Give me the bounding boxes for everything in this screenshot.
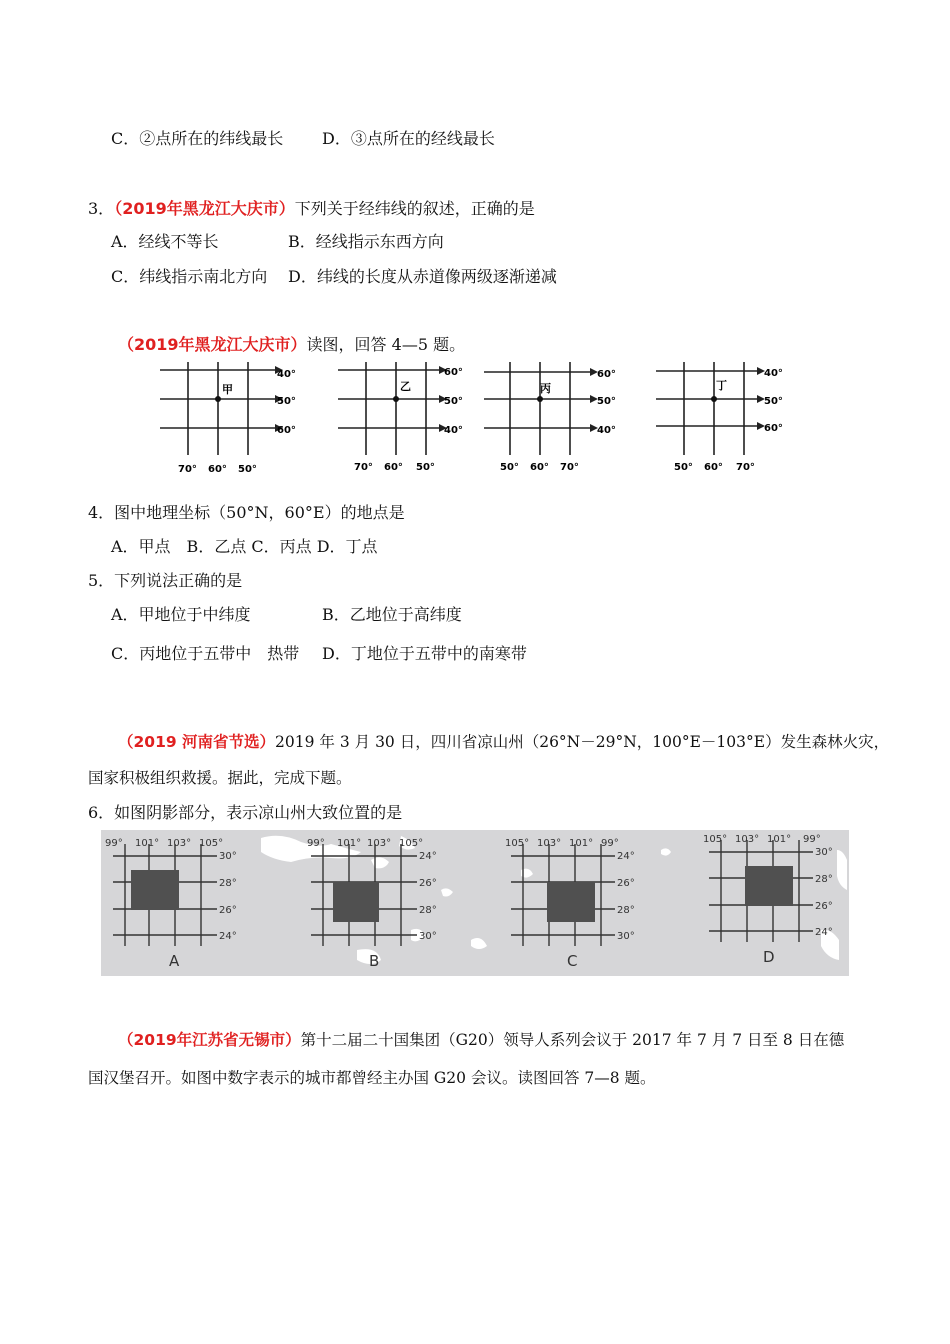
question-stem: 下列关于经纬线的叙述，正确的是	[294, 199, 535, 218]
lon-label: 103°	[735, 834, 760, 845]
point-label: 丙	[540, 382, 551, 395]
lon-label: 105°	[703, 834, 728, 845]
lon-label: 103°	[167, 838, 192, 849]
lon-label: 101°	[337, 838, 362, 849]
question-source: （2019 河南省节选）	[118, 733, 276, 751]
grid-figure-bing	[480, 360, 640, 478]
lat-label: 24°	[219, 931, 237, 942]
question-6-stem: 6．如图阴影部分，表示凉山州大致位置的是	[88, 803, 403, 822]
point-label: 乙	[400, 380, 411, 393]
question-5-stem: 5．下列说法正确的是	[88, 571, 243, 590]
lat-label: 30°	[815, 847, 833, 858]
q5-option-a: A．甲地位于中纬度	[111, 605, 251, 624]
lat-label: 26°	[617, 878, 635, 889]
map-a-shaded-region	[131, 870, 179, 910]
point-label: 甲	[222, 383, 233, 396]
lat-label: 60°	[764, 423, 783, 434]
lat-label: 26°	[219, 905, 237, 916]
lat-label: 60°	[444, 367, 463, 378]
question-source: （2019年黑龙江大庆市）	[114, 199, 295, 218]
lon-label: 101°	[569, 838, 594, 849]
q3-option-c: C．纬线指示南北方向	[111, 267, 268, 286]
lon-label: 60°	[704, 462, 723, 473]
map-d-shaded-region	[745, 866, 793, 906]
lon-label: 70°	[354, 462, 373, 473]
lat-label: 30°	[219, 851, 237, 862]
lon-label: 103°	[367, 838, 392, 849]
q3-option-d: D．纬线的长度从赤道像两级逐渐递减	[288, 267, 557, 286]
lon-label: 50°	[500, 462, 519, 473]
lon-label: 105°	[199, 838, 224, 849]
lon-label: 50°	[674, 462, 693, 473]
question-4-stem: 4．图中地理坐标（50°N，60°E）的地点是	[88, 503, 405, 522]
map-letter: D	[763, 948, 775, 966]
lon-label: 99°	[803, 834, 821, 845]
lat-label: 30°	[617, 931, 635, 942]
lat-label: 28°	[219, 878, 237, 889]
lon-label: 105°	[399, 838, 424, 849]
q5-option-b: B．乙地位于高纬度	[322, 605, 462, 624]
intro-text: 读图，回答 4—5 题。	[306, 335, 466, 354]
lon-label: 60°	[208, 464, 227, 475]
q45-intro	[118, 332, 465, 355]
q2-option-d: D．③点所在的经线最长	[322, 129, 495, 148]
lat-label: 24°	[815, 927, 833, 938]
question-source: （2019年黑龙江大庆市）	[118, 335, 307, 354]
point-label: 丁	[716, 379, 727, 392]
q2-option-c: C．②点所在的纬线最长	[111, 129, 284, 148]
question-number: 3．	[88, 199, 115, 218]
grid-figure-yi	[334, 360, 494, 478]
lon-label: 99°	[307, 838, 325, 849]
lat-label: 28°	[419, 905, 437, 916]
map-c-shaded-region	[547, 882, 595, 922]
lon-label: 99°	[601, 838, 619, 849]
q5-option-d: D．丁地位于五带中的南寒带	[322, 644, 527, 663]
map-letter: C	[567, 952, 578, 970]
q5-option-c: C．丙地位于五带中 热带	[111, 644, 300, 663]
lat-label: 24°	[617, 851, 635, 862]
map-letter: B	[369, 952, 380, 970]
lat-label: 50°	[597, 396, 616, 407]
map-options-svg	[101, 830, 849, 976]
q4-options: A．甲点 B．乙点 C．丙点 D．丁点	[111, 537, 378, 556]
lon-label: 50°	[416, 462, 435, 473]
lat-label: 30°	[419, 931, 437, 942]
lon-label: 50°	[238, 464, 257, 475]
lat-label: 26°	[815, 901, 833, 912]
question-source: （2019年江苏省无锡市）	[118, 1031, 301, 1049]
q78-intro-line2: 国汉堡召开。如图中数字表示的城市都曾经主办国 G20 会议。读图回答 7—8 题。	[88, 1069, 656, 1087]
lat-label: 28°	[815, 874, 833, 885]
q78-intro-line1	[118, 1028, 844, 1050]
lon-label: 70°	[178, 464, 197, 475]
lat-label: 28°	[617, 905, 635, 916]
question-3	[88, 196, 535, 219]
intro-text: 第十二届二十国集团（G20）领导人系列会议于 2017 年 7 月 7 日至 8 日在德	[300, 1031, 845, 1049]
q3-option-a: A．经线不等长	[111, 232, 219, 251]
lon-label: 70°	[736, 462, 755, 473]
q6-intro-line2: 国家积极组织救援。据此，完成下题。	[88, 769, 352, 787]
grid-figure-jia	[150, 360, 310, 478]
q6-intro-line1	[118, 730, 889, 752]
lat-label: 50°	[444, 396, 463, 407]
lon-label: 103°	[537, 838, 562, 849]
lon-label: 60°	[530, 462, 549, 473]
q3-option-b: B．经线指示东西方向	[288, 232, 444, 251]
lon-label: 101°	[135, 838, 160, 849]
lat-label: 50°	[764, 396, 783, 407]
lon-label: 101°	[767, 834, 792, 845]
lat-label: 60°	[597, 369, 616, 380]
lon-label: 105°	[505, 838, 530, 849]
intro-text: 2019 年 3 月 30 日，四川省凉山州（26°N－29°N，100°E－103°E）发生森林火灾，	[275, 733, 890, 751]
lat-label: 40°	[764, 368, 783, 379]
grid-figure-ding	[652, 360, 812, 478]
lat-label: 24°	[419, 851, 437, 862]
lon-label: 70°	[560, 462, 579, 473]
lat-label: 50°	[277, 396, 296, 407]
lat-label: 60°	[277, 425, 296, 436]
lat-label: 26°	[419, 878, 437, 889]
map-letter: A	[169, 952, 180, 970]
lat-label: 40°	[597, 425, 616, 436]
map-b-shaded-region	[333, 882, 379, 922]
lon-label: 60°	[384, 462, 403, 473]
lon-label: 99°	[105, 838, 123, 849]
q6-map-options-image	[101, 830, 849, 976]
lat-label: 40°	[277, 369, 296, 380]
lat-label: 40°	[444, 425, 463, 436]
